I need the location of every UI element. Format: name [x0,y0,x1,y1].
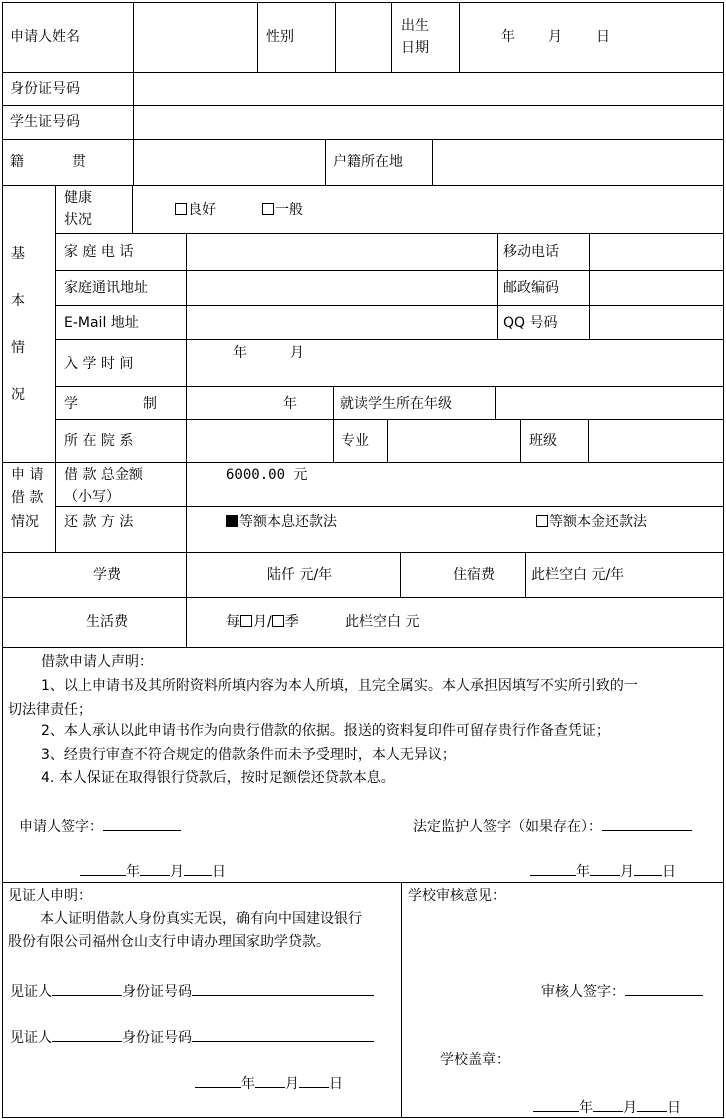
system-label-2: 制 [143,396,157,412]
applicant-date[interactable]: 年 月 日 [80,861,226,881]
native-place-label-2: 贯 [72,154,86,170]
department-label: 所 在 院 系 [64,433,134,449]
applicant-signature[interactable]: 申请人签字： [19,816,181,836]
declaration-title: 借款申请人声明： [41,654,153,670]
basic-side-3: 情 [11,340,25,356]
loan-total-label-1: 借 款 总金额 [64,467,143,483]
lodging-label: 住宿费 [453,567,495,583]
postcode-label: 邮政编码 [503,280,559,296]
loan-total-value: 6000.00 元 [226,467,308,483]
repay-method-2-option[interactable]: 等额本金还款法 [536,513,647,531]
birth-label-line2: 日期 [401,40,429,56]
birth-month-label: 月 [548,29,562,45]
basic-side-1: 基 [11,246,25,262]
birth-day-label: 日 [596,29,610,45]
student-id-label: 学生证号码 [10,114,80,130]
loan-side-1: 申 请 [11,467,44,483]
declaration-line-1b: 切法律责任； [8,702,92,718]
living-value: 此栏空白 元 [345,614,420,630]
witness-date[interactable]: 年 月 日 [195,1073,343,1093]
season-checkbox[interactable] [272,615,284,627]
loan-side-2: 借 款 [11,490,44,506]
repay-method-1-option[interactable]: 等额本息还款法 [226,513,337,531]
enroll-year-label: 年 [233,345,247,361]
gender-label: 性别 [266,29,294,45]
qq-label: QQ 号码 [503,315,558,331]
declaration-line-4: 4. 本人保证在取得银行贷款后，按时足额偿还贷款本息。 [41,770,395,786]
declaration-line-3: 3、经贵行审查不符合规定的借款条件而未予受理时，本人无异议； [41,747,456,763]
grade-label: 就读学生所在年级 [340,396,452,412]
health-label-2: 状况 [64,212,92,228]
health-normal-option[interactable]: 一般 [262,201,303,219]
mobile-label: 移动电话 [503,244,559,260]
repay-method-label: 还 款 方 法 [64,514,134,530]
major-label: 专业 [341,433,369,449]
witness-title: 见证人申明： [8,888,92,904]
health-label-1: 健康 [64,190,92,206]
guardian-date[interactable]: 年 月 日 [530,861,676,881]
witness-text-2: 股份有限公司福州仓山支行申请办理国家助学贷款。 [8,934,330,950]
birth-label-line1: 出生 [401,18,429,34]
loan-total-label-2: （小写） [64,489,120,505]
health-good-option[interactable]: 良好 [175,201,216,219]
household-label: 户籍所在地 [333,154,403,170]
health-normal-checkbox[interactable] [262,203,274,215]
month-checkbox[interactable] [240,615,252,627]
witness-2-row[interactable]: 见证人 身份证号码 [10,1027,374,1047]
living-period: 每 月/ 季 [226,614,299,630]
system-label-1: 学 [64,396,78,412]
school-date[interactable]: 年 月 日 [533,1097,681,1117]
declaration-line-1a: 1、以上申请书及其所附资料所填内容为本人所填，且完全属实。本人承担因填写不实所引致的一 [41,678,638,694]
school-review-title: 学校审核意见： [408,888,506,904]
witness-1-row[interactable]: 见证人 身份证号码 [10,981,374,1001]
birth-year-label: 年 [501,29,515,45]
basic-side-2: 本 [11,293,25,309]
health-good-checkbox[interactable] [175,203,187,215]
tuition-value: 陆仟 元/年 [267,567,333,583]
email-label: E-Mail 地址 [64,315,139,331]
class-label: 班级 [529,433,557,449]
id-number-label: 身份证号码 [10,81,80,97]
repay-method-2-checkbox[interactable] [536,515,548,527]
home-phone-label: 家 庭 电 话 [64,244,134,260]
reviewer-signature[interactable]: 审核人签字： [541,981,703,1001]
enroll-time-label: 入 学 时 间 [64,356,134,372]
witness-text-1: 本人证明借款人身份真实无误，确有向中国建设银行 [40,911,362,927]
address-label: 家庭通讯地址 [64,280,148,296]
system-year-label: 年 [283,396,297,412]
school-stamp-label: 学校盖章： [440,1052,510,1068]
repay-method-1-checkbox[interactable] [226,515,238,527]
basic-side-4: 况 [11,387,25,403]
tuition-label: 学费 [93,567,121,583]
loan-side-3: 情况 [11,514,39,530]
declaration-line-2: 2、本人承认以此申请书作为向贵行借款的依据。报送的资料复印件可留存贵行作备查凭证； [41,723,610,739]
enroll-month-label: 月 [290,345,304,361]
living-label: 生活费 [86,614,128,630]
native-place-label-1: 籍 [10,154,24,170]
applicant-name-label: 申请人姓名 [10,29,80,45]
guardian-signature[interactable]: 法定监护人签字（如果存在）： [413,816,692,836]
lodging-value: 此栏空白 元/年 [531,567,625,583]
